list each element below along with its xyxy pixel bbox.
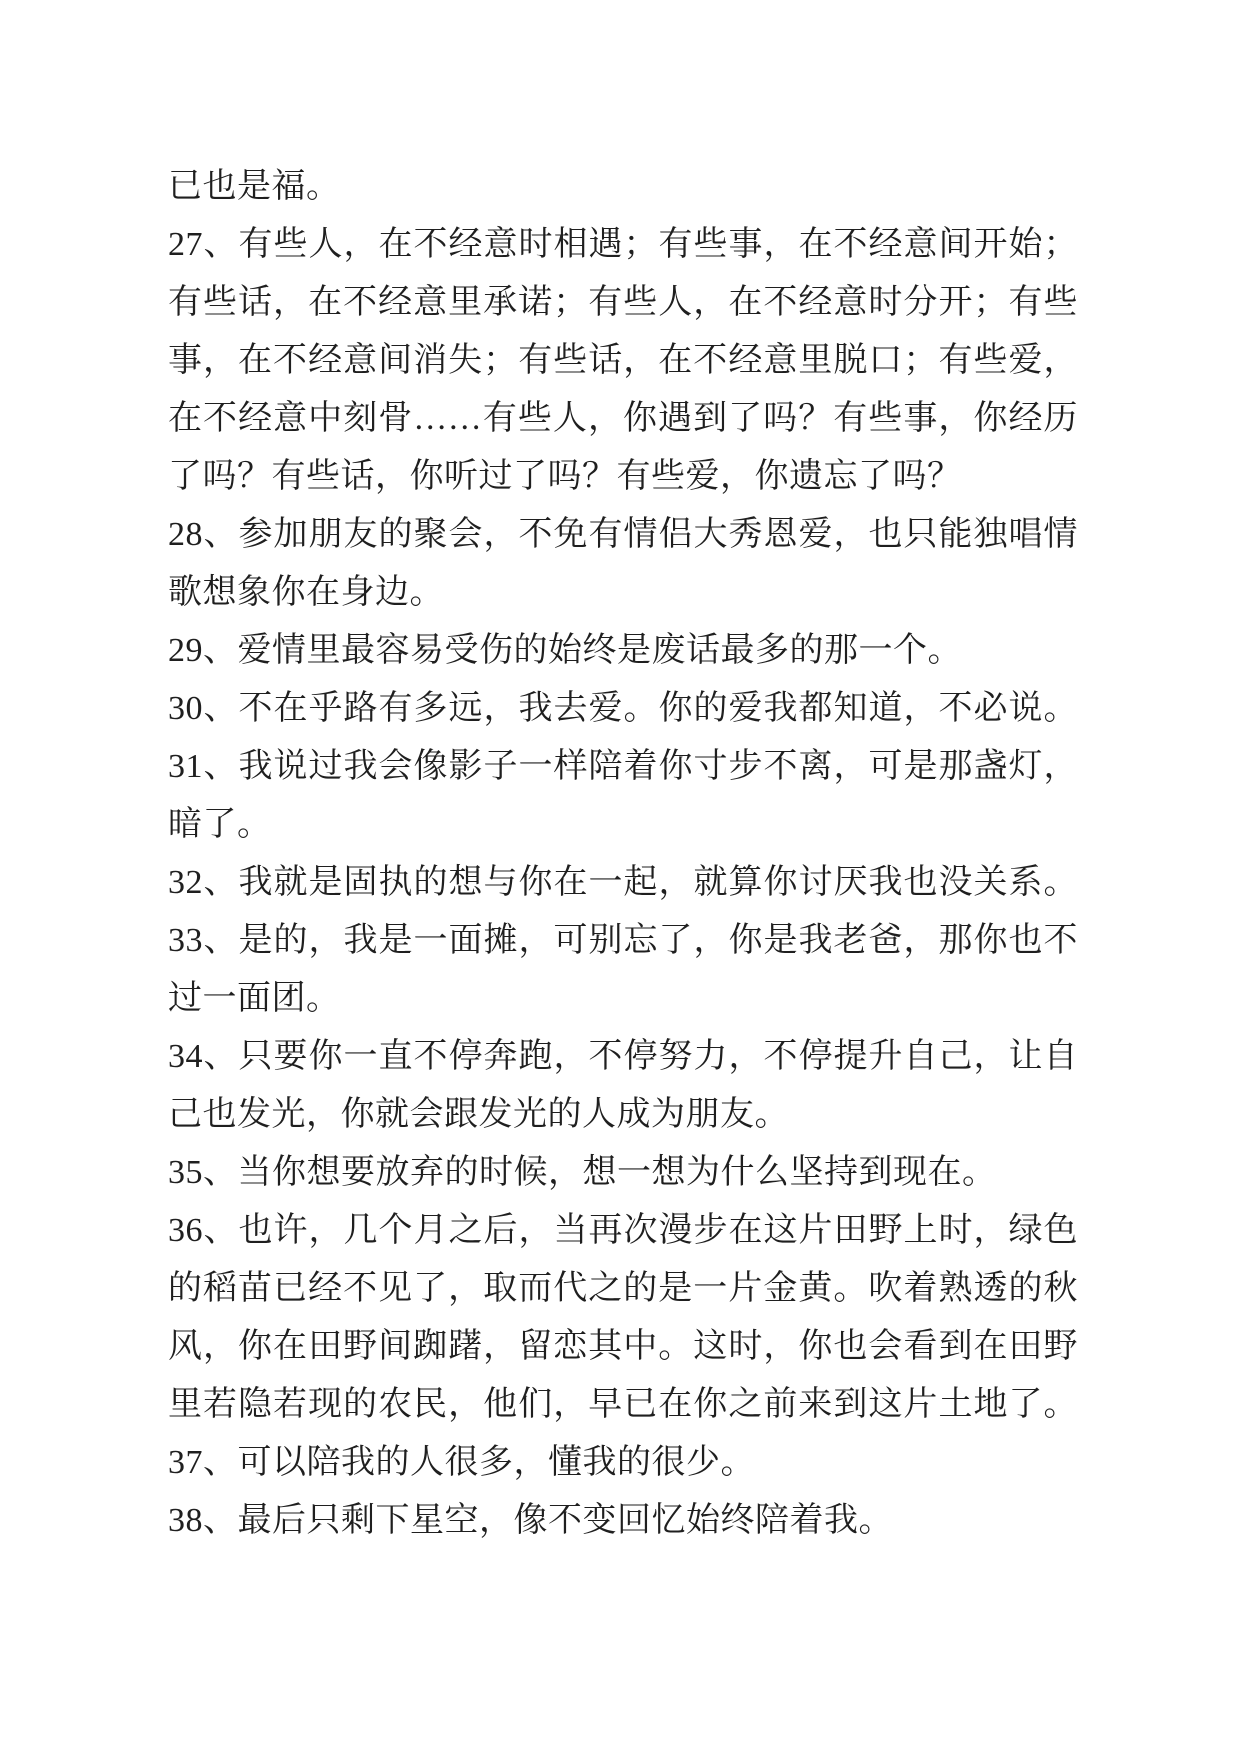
text-line: 风，你在田野间踟躇，留恋其中。这时，你也会看到在田野 — [168, 1328, 1078, 1365]
text-line: 31、我说过我会像影子一样陪着你寸步不离，可是那盏灯， — [168, 748, 1078, 785]
text-line: 32、我就是固执的想与你在一起，就算你讨厌我也没关系。 — [168, 864, 1078, 901]
text-line: 34、只要你一直不停奔跑，不停努力，不停提升自己，让自 — [168, 1038, 1078, 1075]
text-line: 已也是福。 — [168, 168, 341, 205]
text-line: 己也发光，你就会跟发光的人成为朋友。 — [168, 1096, 789, 1133]
text-line: 30、不在乎路有多远，我去爱。你的爱我都知道，不必说。 — [168, 690, 1078, 727]
text-line: 过一面团。 — [168, 980, 341, 1017]
text-line: 29、爱情里最容易受伤的始终是废话最多的那一个。 — [168, 632, 962, 669]
text-line: 的稻苗已经不见了，取而代之的是一片金黄。吹着熟透的秋 — [168, 1270, 1078, 1307]
text-line: 有些话，在不经意里承诺；有些人，在不经意时分开；有些 — [168, 284, 1078, 321]
text-line: 事，在不经意间消失；有些话，在不经意里脱口；有些爱， — [168, 342, 1078, 379]
text-line: 27、有些人，在不经意时相遇；有些事，在不经意间开始； — [168, 226, 1078, 263]
text-line: 里若隐若现的农民，他们，早已在你之前来到这片土地了。 — [168, 1386, 1078, 1423]
text-line: 了吗？有些话，你听过了吗？有些爱，你遗忘了吗？ — [168, 458, 962, 495]
text-line: 36、也许，几个月之后，当再次漫步在这片田野上时，绿色 — [168, 1212, 1078, 1249]
text-line: 38、最后只剩下星空，像不变回忆始终陪着我。 — [168, 1502, 893, 1539]
text-line: 暗了。 — [168, 806, 272, 843]
text-line: 28、参加朋友的聚会，不免有情侣大秀恩爱，也只能独唱情 — [168, 516, 1078, 553]
text-line: 37、可以陪我的人很多，懂我的很少。 — [168, 1444, 755, 1481]
text-line: 歌想象你在身边。 — [168, 574, 444, 611]
text-line: 33、是的，我是一面摊，可别忘了，你是我老爸，那你也不 — [168, 922, 1078, 959]
text-line: 在不经意中刻骨……有些人，你遇到了吗？有些事，你经历 — [168, 400, 1078, 437]
document-body — [168, 158, 1078, 1550]
text-line: 35、当你想要放弃的时候，想一想为什么坚持到现在。 — [168, 1154, 997, 1191]
